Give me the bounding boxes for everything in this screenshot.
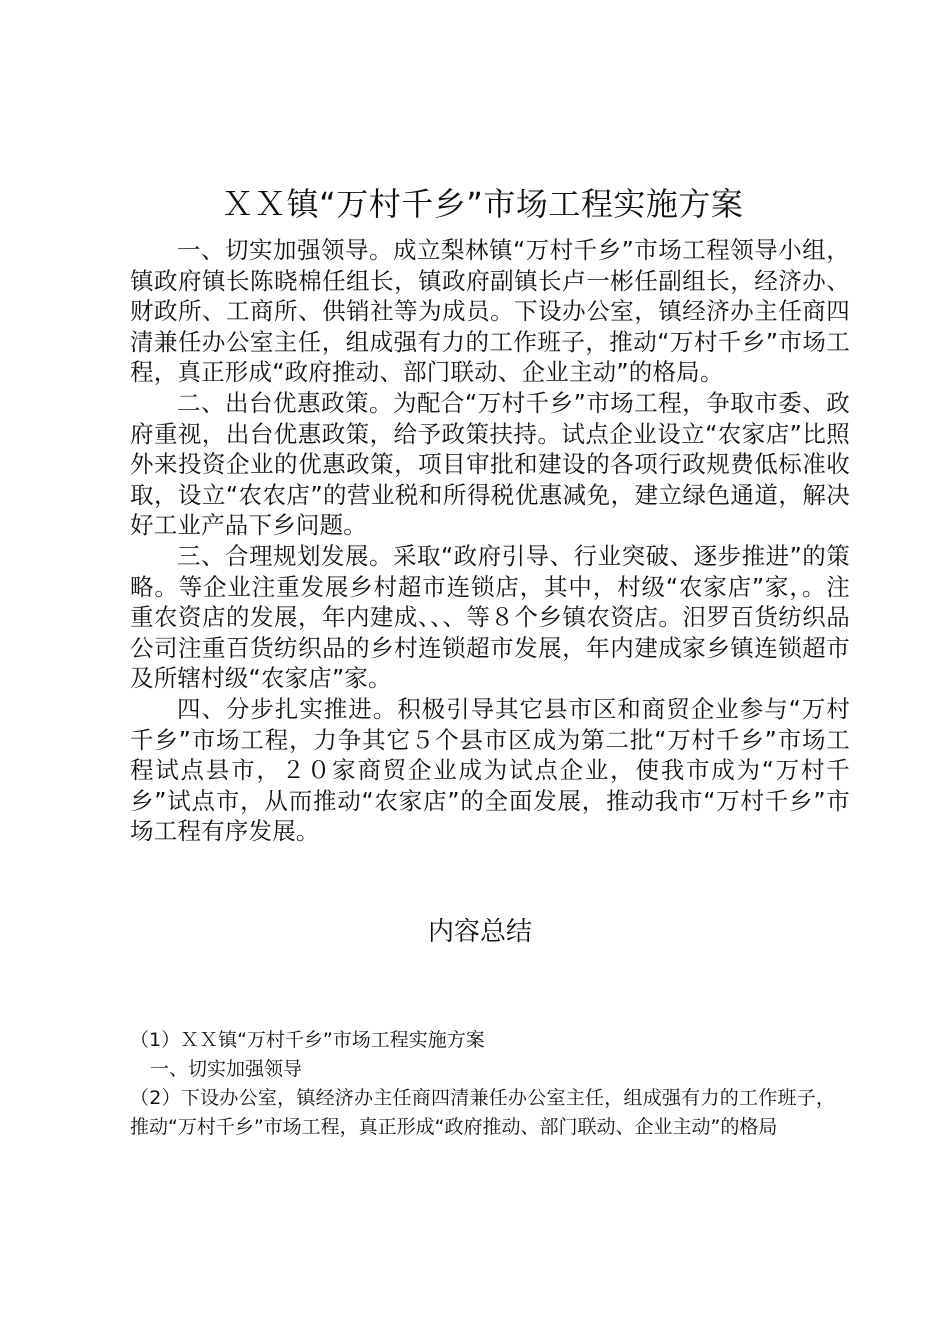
document-title: ＸＸ镇“万村千乡”市场工程实施方案	[221, 185, 744, 223]
summary-line-3: （2）下设办公室，镇经济办主任商四清兼任办公室主任，组成强有力的工作班子，推动“万村千乡”市场工程，真正形成“政府推动、部门联动、企业主动”的格局	[130, 1087, 835, 1138]
summary-section	[130, 1026, 835, 1142]
document-body	[130, 235, 850, 847]
summary-heading: 内容总结	[427, 917, 532, 947]
paragraph-planning: 三、合理规划发展。采取“政府引导、行业突破、逐步推进”的策略。等企业注重发展乡村超市连锁店，其中，村级“农家店”家，。注重农资店的发展，年内建成、、、等８个乡镇农资店。汨罗百货纺织品公司注重百货纺织品的乡村连锁超市发展，年内建成家乡镇连锁超市及所辖村级“农家店”家。	[130, 541, 850, 693]
paragraph-policy: 二、出台优惠政策。为配合“万村千乡”市场工程，争取市委、政府重视，出台优惠政策，给予政策扶持。试点企业设立“农家店”比照外来投资企业的优惠政策，项目审批和建设的各项行政规费低标准收取，设立“农农店”的营业税和所得税优惠减免，建立绿色通道，解决好工业产品下乡问题。	[130, 388, 850, 540]
paragraph-advance: 四、分步扎实推进。积极引导其它县市区和商贸企业参与“万村千乡”市场工程，力争其它５个县市区成为第二批“万村千乡”市场工程试点县市，２０家商贸企业成为试点企业，使我市成为“万村千乡”试点市，从而推动“农家店”的全面发展，推动我市“万村千乡”市场工程有序发展。	[130, 694, 850, 846]
summary-line-1: （1）ＸＸ镇“万村千乡”市场工程实施方案	[130, 1029, 485, 1051]
paragraph-leadership: 一、切实加强领导。成立梨林镇“万村千乡”市场工程领导小组，镇政府镇长陈晓棉任组长，镇政府副镇长卢一彬任副组长，经济办、财政所、工商所、供销社等为成员。下设办公室，镇经济办主任商四清兼任办公室主任，组成强有力的工作班子，推动“万村千乡”市场工程，真正形成“政府推动、部门联动、企业主动”的格局。	[130, 236, 850, 387]
summary-line-2: 一、切实加强领导	[150, 1058, 303, 1080]
